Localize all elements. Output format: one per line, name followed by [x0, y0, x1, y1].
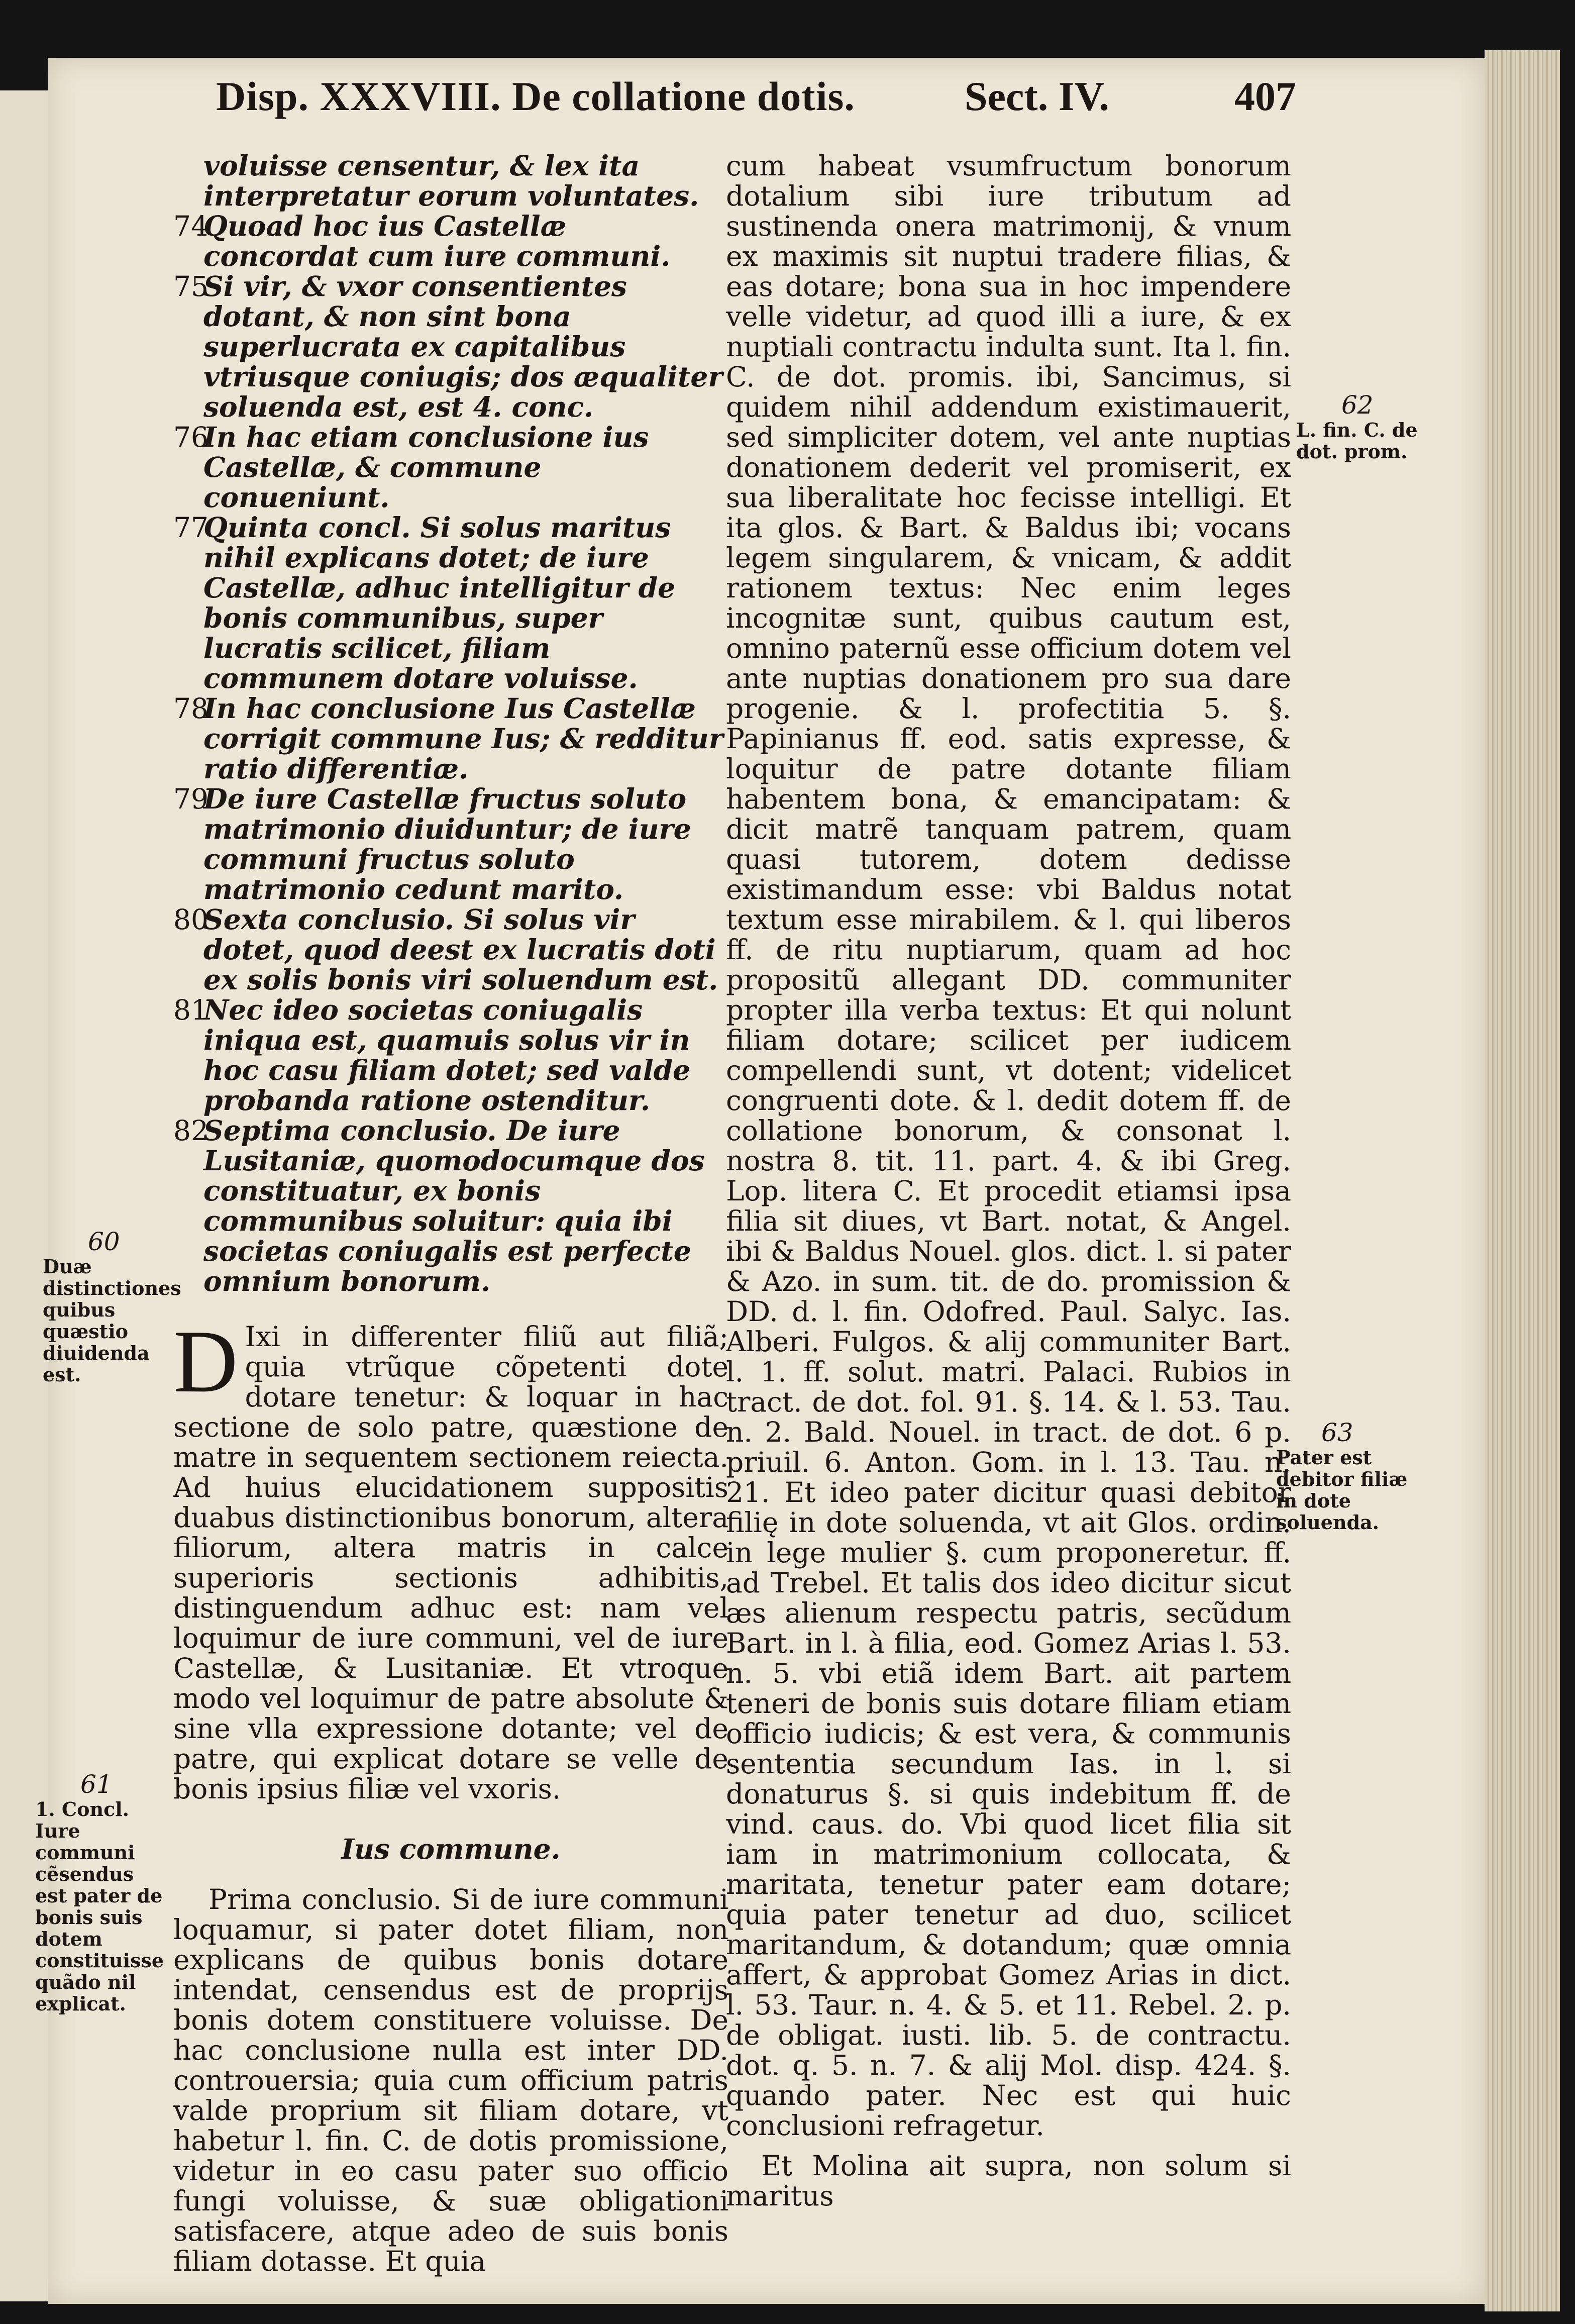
section-label: Sect. IV. [965, 73, 1109, 119]
summary-item: 78 In hac conclusione Ius Castellæ corrigit commune Ius; & redditur ratio differentiæ. [173, 692, 723, 785]
margin-note-61: 61 1. Concl. Iure communi cẽsendus est pater de bonis suis dotem constituisse quãdo nil explicat. [35, 1770, 164, 2015]
margin-note-62: 62 L. fin. C. de dot. prom. [1296, 390, 1418, 463]
paragraph-1-text: Ixi in differenter filiũ aut filiã; quia vtrũque cõpetenti dote dotare tenetur: & loquar in hac sectione de solo patre, quæstione de matre in sequentem sectionem reiecta. Ad huius elucidationem suppositis duabus distinctionibus bonorum, altera filiorum, altera matris in calce superioris sectionis adhibitis, distinguendum adhuc est: nam vel loquimur de iure communi, vel de iure Castellæ, & Lusitaniæ. Et vtroque modo vel loquimur de patre absolute & sine vlla expressione dotante; vel de patre, qui explicat dotare se velle de bonis ipsius filiæ vel vxoris. [173, 1321, 728, 1805]
drop-cap: D [173, 1311, 238, 1411]
running-title: Disp. XXXVIII. De collatione dotis. [216, 73, 855, 119]
summary-item: 74 Quoad hoc ius Castellæ concordat cum iure communi. [173, 210, 671, 272]
right-column [726, 151, 1291, 2211]
margin-note-60: 60 Duæ distinctiones quibus quæstio diuidenda est. [43, 1227, 181, 1386]
running-header [216, 73, 1296, 128]
left-column [173, 151, 728, 2276]
summary-item: 76 In hac etiam conclusione ius Castellæ, & commune conueniunt. [173, 421, 649, 514]
summary-lead: voluisse censentur, & lex ita interpretatur eorum voluntates. [203, 149, 699, 212]
right-paragraph-1: cum habeat vsumfructum bonorum dotalium sibi iure tributum ad sustinenda onera matrimonij, & vnum ex maximis sit nuptui tradere filias, & eas dotare; bona sua in hoc impendere velle videtur, ad quod illi a iure, & ex nuptiali contractu indulta sunt. Ita l. fin. C. de dot. promis. ibi, Sancimus, si quidem nihil addendum existimauerit, sed simpliciter dotem, vel ante nuptias donationem dederit vel promiserit, ex sua liberalitate hoc fecisse intelligi. Et ita glos. & Bart. & Baldus ibi; vocans legem singularem, & vnicam, & addit rationem textus: Nec enim leges incognitæ sunt, quibus cautum est, omnino paternũ esse officium dotem vel ante nuptias donationem pro sua dare progenie. & l. profectitia 5. §. Papinianus ff. eod. satis expresse, & loquitur de patre dotante filiam habentem bona, & emancipatam: & dicit matrẽ tanquam patrem, quam quasi tutorem, dotem dedisse existimandum esse: vbi Baldus notat textum esse mirabilem. & l. qui liberos ff. de ritu nuptiarum, quam ad hoc propositũ allegant DD. communiter propter illa verba textus: Et qui nolunt filiam dotare; scilicet per iudicem compellendi sunt, vt dotent; videlicet congruenti dote. & l. dedit dotem ff. de collatione bonorum, & consonat l. nostra 8. tit. 11. part. 4. & ibi Greg. Lop. litera C. Et procedit etiamsi ipsa filia sit diues, vt Bart. notat, & Angel. ibi & Baldus Nouel. glos. dict. l. si pater & Azo. in sum. tit. de do. promission & DD. d. l. fin. Odofred. Paul. Salyc. Ias. Alberi. Fulgos. & alij communiter Bart. l. 1. ff. solut. matri. Palaci. Rubios in tract. de dot. fol. 91. §. 14. & l. 53. Tau. n. 2. Bald. Nouel. in tract. de dot. 6 p. priuil. 6. Anton. Gom. in l. 13. Tau. n. 21. Et ideo pater dicitur quasi debitor filię in dote soluenda, vt ait Glos. ordin. in lege mulier §. cum proponeretur. ff. ad Trebel. Et talis dos ideo dicitur sicut æs alienum respectu patris, secũdum Bart. in l. à filia, eod. Gomez Arias l. 53. n. 5. vbi etiã idem Bart. ait partem teneri de bonis suis dotare filiam etiam officio iudicis; & est vera, & communis sententia secundum Ias. in l. si donaturus §. si quis indebitum ff. de vind. caus. do. Vbi quod licet filia sit iam in matrimonium collocata, & maritata, tenetur pater eam dotare; quia pater tenetur ad duo, scilicet maritandum, & dotandum; quæ omnia affert, & approbat Gomez Arias in dict. l. 53. Taur. n. 4. & 5. et 11. Rebel. 2. p. de obligat. iusti. lib. 5. de contractu. dot. q. 5. n. 7. & alij Mol. disp. 424. §. quando pater. Nec est qui huic conclusioni refragetur. [726, 150, 1291, 2142]
summary-item: 81 Nec ideo societas coniugalis iniqua est, quamuis solus vir in hoc casu filiam dotet; sed valde probanda ratione ostenditur. [173, 993, 691, 1117]
summary-item: 75 Si vir, & vxor consentientes dotant, & non sint bona superlucrata ex capitalibus vtriusque coniugis; dos æqualiter soluenda est, est 4. conc. [173, 270, 723, 423]
summary-item: 82 Septima conclusio. De iure Lusitaniæ, quomodocumque dos constituatur, ex bonis communibus soluitur: quia ibi societas coniugalis est perfecte omnium bonorum. [173, 1114, 705, 1297]
page-stack-edge [1485, 50, 1560, 2311]
paragraph-1 [173, 1311, 728, 1805]
paragraph-2: Prima conclusio. Si de iure communi loquamur, si pater dotet filiam, non explicans de quibus bonis dotare intendat, censendus est de proprijs bonis dotem constituere voluisse. De hac conclusione nulla est inter DD. controuersia; quia cum officium patris valde proprium sit filiam dotare, vt habetur l. fin. C. de dotis promissione, videtur in eo casu pater suo officio fungi voluisse, & suæ obligationi satisfacere, atque adeo de suis bonis filiam dotasse. Et quia [173, 1883, 728, 2277]
summary-item: 79 De iure Castellæ fructus soluto matrimonio diuiduntur; de iure communi fructus soluto matrimonio cedunt marito. [173, 782, 691, 905]
section-heading: Ius commune. [341, 1833, 561, 1865]
summary-item: 80 Sexta conclusio. Si solus vir dotet, quod deest ex lucratis doti ex solis bonis viri soluendum est. [173, 903, 718, 996]
summary-item: 77 Quinta concl. Si solus maritus nihil explicans dotet; de iure Castellæ, adhuc intelligitur de bonis communibus, super lucratis scilicet, filiam communem dotare voluisse. [173, 511, 676, 694]
margin-note-63: 63 Pater est debitor filiæ in dote soluenda. [1276, 1418, 1408, 1534]
right-paragraph-2: Et Molina ait supra, non solum si maritus [726, 2150, 1291, 2212]
page-number: 407 [1234, 73, 1296, 119]
